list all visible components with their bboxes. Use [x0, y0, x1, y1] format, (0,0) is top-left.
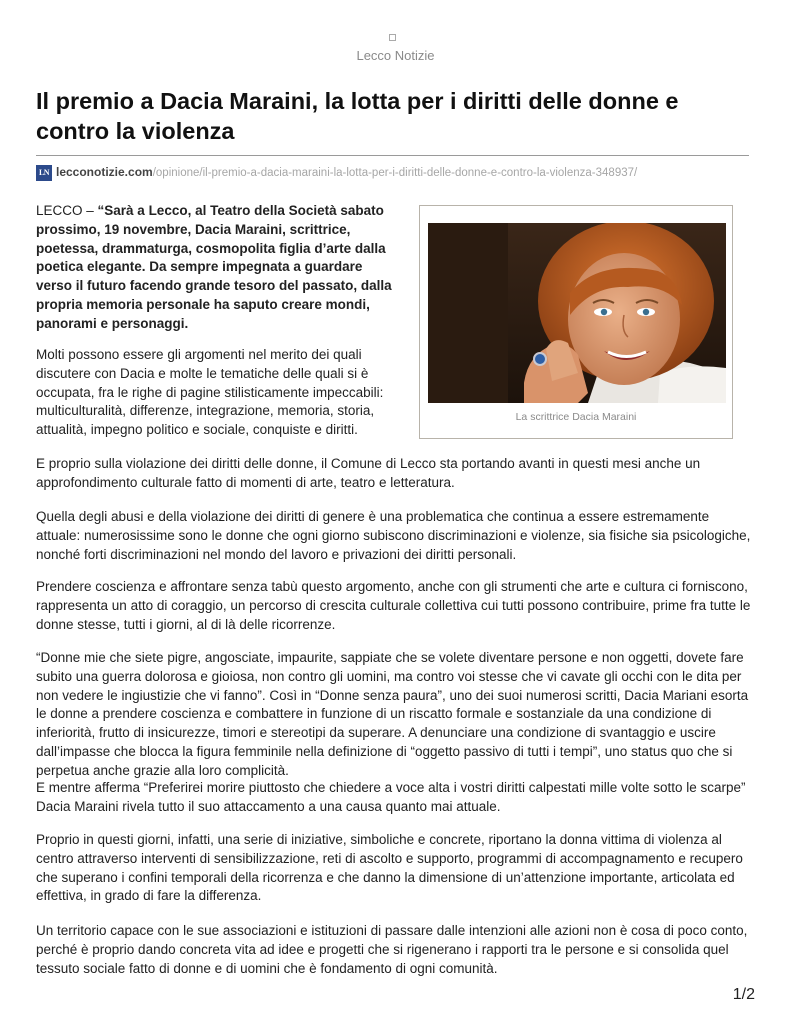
dacia-maraini-photo [428, 223, 726, 403]
site-name: Lecco Notizie [356, 48, 435, 63]
page-number: 1/2 [732, 986, 755, 1003]
body-paragraph-6: E mentre afferma “Preferirei morire piuttosto che chiedere a voce alta i vostri diritti calpestati mille volte sotto le scarpe” Dacia Maraini rivela tutto il suo attaccamento a una causa quanto mai attuale. [36, 780, 746, 814]
body-paragraph-7: Proprio in questi giorni, infatti, una serie di iniziative, simboliche e concrete, riportano la donna vittima di violenza al centro attraverso interventi di sensibilizzazione, reti di ascolto e supporto, programmi di accompagnamento e recupero che superano i confini temporali della ricorrenza e che danno la dimensione di un’attenzione importante, articolata ed effettiva, in grado di fare la differenza. [36, 832, 743, 904]
intro-paragraph [36, 202, 401, 334]
intro-bold-text: “Sarà a Lecco, al Teatro della Società sabato prossimo, 19 novembre, Dacia Maraini, scrittrice, poetessa, drammaturga, cosmopolita figlia d’arte dalla poetica elegante. Da sempre impegnata a guardare verso il futuro facendo grande tesoro del passato, dalla propria memoria personale ha saputo creare mondi, panorami e personaggi. [36, 203, 392, 331]
title-divider [36, 155, 749, 156]
page-top-icon [389, 34, 396, 41]
article-title: Il premio a Dacia Maraini, la lotta per i diritti delle donne e contro la violenza [36, 88, 679, 144]
source-domain[interactable]: lecconotizie.com [56, 165, 153, 179]
body-paragraph-1: Molti possono essere gli argomenti nel merito dei quali discutere con Dacia e molte le tematiche delle quali si è occupata, fra le righe di pagine stilisticamente impeccabili: multiculturalità, differenze, integrazione, memoria, storia, attualità, impegno politico e sociale, conquiste e diritti. [36, 347, 384, 438]
body-paragraph-8: Un territorio capace con le sue associazioni e istituzioni di passare dalle intenzioni alle azioni non è cosa di poco conto, perché è proprio dando concreta vita ad idee e progetti che si rigenerano i rapporti tra le persone e si consolida quel tessuto sociale fatto di donne e di uomini che è fondamento di ogni comunità. [36, 923, 748, 976]
intro-dateline: LECCO – [36, 203, 98, 218]
body-paragraph-3: Quella degli abusi e della violazione dei diritti di genere è una problematica che continua a essere estremamente attuale: numerosissime sono le donne che ogni giorno subiscono discriminazioni e violenze, sia fisiche sia psicologiche, nonché forti discriminazioni nel mondo del lavoro e privazioni dei diritti personali. [36, 509, 751, 562]
source-path[interactable]: /opinione/il-premio-a-dacia-maraini-la-lotta-per-i-diritti-delle-donne-e-contro-la-violenza-348937/ [152, 167, 638, 179]
body-paragraph-2: E proprio sulla violazione dei diritti delle donne, il Comune di Lecco sta portando avanti in questi mesi anche un approfondimento culturale fatto di momenti di arte, teatro e letteratura. [36, 456, 701, 490]
lecconotizie-logo-icon: LN [36, 165, 52, 181]
body-paragraph-4: Prendere coscienza e affrontare senza tabù questo argomento, anche con gli strumenti che arte e cultura ci forniscono, rappresenta un atto di coraggio, un percorso di crescita culturale collettiva cui tutti possono contribuire, prime fra tutte le donne stesse, tutti i giorni, al di là delle ricorrenze. [36, 579, 751, 632]
source-link[interactable] [36, 162, 637, 182]
article-figure [419, 205, 733, 439]
body-paragraph-5: “Donne mie che siete pigre, angosciate, impaurite, sappiate che se volete diventare persone e non oggetti, dovete fare subito una guerra dolorosa e gioiosa, non contro gli uomini, ma contro voi stesse che vi cavate gli occhi con le dita per non vedere le ingiustizie che vi fanno”. Così in “Donne senza paura”, uno dei suoi numerosi scritti, Dacia Mariani esorta le donne a prendere coscienza e combattere in funzione di un riscatto formale e sostanziale da una condizione di inferiorità, frutto di insicurezze, timori e stereotipi da superare. A denunciare una condizione di svantaggio e uscire dall’impasse che blocca la figura femminile nella definizione di “oggetto passivo di tutti i tempi”, uno status quo che si perpetua anche grazie alla loro complicità. [36, 650, 749, 778]
figure-caption: La scrittrice Dacia Maraini [515, 411, 637, 423]
